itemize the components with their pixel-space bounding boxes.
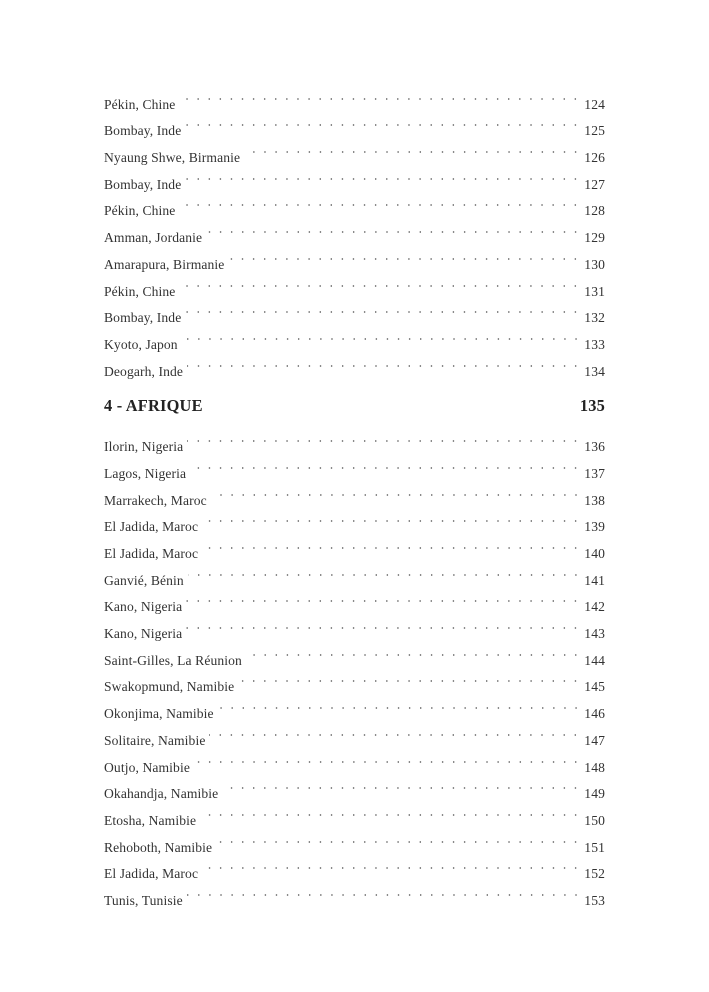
toc-entry-page-number: 147 xyxy=(584,732,605,748)
dot-leader xyxy=(187,349,581,376)
toc-entry-page-number: 128 xyxy=(584,203,605,219)
toc-entry-page-number: 140 xyxy=(584,546,605,561)
dot-leader xyxy=(186,585,581,612)
dot-leader xyxy=(209,718,581,745)
section-heading[interactable] xyxy=(104,395,605,417)
dot-leader xyxy=(228,242,581,269)
toc-entry-label: Kano, Nigeria xyxy=(104,599,183,615)
toc-entry-label: Pékin, Chine xyxy=(104,96,176,112)
toc-entry-label: Pékin, Chine xyxy=(104,283,176,299)
toc-entry-page-number: 153 xyxy=(584,892,605,908)
dot-leader xyxy=(187,878,582,905)
dot-leader xyxy=(179,189,581,216)
toc-list-asia xyxy=(104,82,605,379)
toc-entry-label: Okahandja, Namibie xyxy=(104,786,219,802)
toc-entry-page-number: 143 xyxy=(584,626,605,642)
dot-leader xyxy=(244,135,581,162)
dot-leader xyxy=(187,425,581,452)
dot-leader xyxy=(246,638,581,665)
toc-entry-page-number: 137 xyxy=(584,465,605,481)
dot-leader xyxy=(194,745,581,772)
toc-entry-page-number: 131 xyxy=(584,283,605,299)
toc-entry-page-number: 129 xyxy=(584,230,605,246)
toc-entry-page-number: 124 xyxy=(584,96,605,112)
toc-entry-label: Marrakech, Maroc xyxy=(104,492,207,508)
toc-entry-label: Kano, Nigeria xyxy=(104,626,183,642)
toc-entry-label: Bombay, Inde xyxy=(104,123,182,139)
dot-leader xyxy=(188,558,581,585)
toc-entry-label: Outjo, Namibie xyxy=(104,759,190,775)
toc-entry-label: Okonjima, Namibie xyxy=(104,706,214,722)
toc-entry-label: Solitaire, Namibie xyxy=(104,732,206,748)
toc-entry-label: Ilorin, Nigeria xyxy=(104,439,184,455)
toc-entry[interactable] xyxy=(104,189,605,219)
toc-entry-page-number: 152 xyxy=(584,866,605,882)
dot-leader xyxy=(202,531,581,558)
toc-entry-page-number: 145 xyxy=(584,679,605,695)
table-of-contents xyxy=(104,82,605,908)
toc-entry-label: Ganvié, Bénin xyxy=(104,572,184,588)
toc-entry[interactable] xyxy=(104,425,605,455)
dot-leader xyxy=(211,478,582,505)
toc-entry-label: Swakopmund, Namibie xyxy=(104,679,235,695)
dot-leader xyxy=(216,825,581,852)
toc-entry-page-number: 144 xyxy=(584,652,605,668)
toc-entry[interactable] xyxy=(104,269,605,299)
toc-entry-label: Amarapura, Birmanie xyxy=(104,256,225,272)
toc-entry-page-number: 151 xyxy=(584,839,605,855)
dot-leader xyxy=(185,162,581,189)
toc-entry-label: Bombay, Inde xyxy=(104,310,182,326)
toc-entry-page-number: 148 xyxy=(584,759,605,775)
dot-leader xyxy=(200,798,581,825)
dot-leader xyxy=(202,505,581,532)
dot-leader xyxy=(238,665,581,692)
toc-entry-page-number: 132 xyxy=(584,310,605,326)
toc-entry-page-number: 146 xyxy=(584,706,605,722)
dot-leader xyxy=(206,215,581,242)
toc-entry-page-number: 139 xyxy=(584,519,605,535)
toc-entry-label: Bombay, Inde xyxy=(104,176,182,192)
toc-entry-label: Deogarh, Inde xyxy=(104,363,184,379)
toc-entry-label: Nyaung Shwe, Birmanie xyxy=(104,150,241,166)
toc-entry-page-number: 133 xyxy=(584,336,605,352)
dot-leader xyxy=(179,269,581,296)
toc-entry-page-number: 150 xyxy=(584,812,605,828)
toc-entry-label: Amman, Jordanie xyxy=(104,230,203,246)
toc-entry-page-number: 126 xyxy=(584,150,605,166)
dot-leader xyxy=(222,772,581,799)
toc-entry-label: El Jadida, Maroc xyxy=(104,519,199,535)
toc-entry-page-number: 134 xyxy=(584,363,605,379)
toc-entry-page-number: 127 xyxy=(584,176,605,192)
toc-entry-label: El Jadida, Maroc xyxy=(104,546,199,561)
toc-entry-page-number: 149 xyxy=(584,786,605,802)
dot-leader xyxy=(182,322,582,349)
toc-entry[interactable] xyxy=(104,82,605,112)
toc-list-africa xyxy=(104,425,605,908)
toc-entry-label: Rehoboth, Namibie xyxy=(104,839,213,855)
section-title: 4 - AFRIQUE xyxy=(104,395,203,415)
toc-entry-page-number: 136 xyxy=(584,439,605,455)
toc-entry-page-number: 138 xyxy=(584,492,605,508)
dot-leader xyxy=(185,296,581,323)
dot-leader xyxy=(190,451,581,478)
dot-leader xyxy=(218,691,582,718)
toc-entry-label: El Jadida, Maroc xyxy=(104,866,199,882)
dot-leader xyxy=(179,82,581,109)
section-page-number: 135 xyxy=(579,395,605,415)
toc-entry-label: Tunis, Tunisie xyxy=(104,892,183,908)
toc-entry-page-number: 130 xyxy=(584,256,605,272)
toc-entry-page-number: 142 xyxy=(584,599,605,615)
toc-entry-label: Kyoto, Japon xyxy=(104,336,178,352)
toc-entry-label: Etosha, Namibie xyxy=(104,812,197,828)
toc-entry-page-number: 125 xyxy=(584,123,605,139)
dot-leader xyxy=(202,852,581,879)
toc-entry-label: Lagos, Nigeria xyxy=(104,465,187,481)
dot-leader xyxy=(185,109,581,136)
toc-entry-label: Pékin, Chine xyxy=(104,203,176,219)
toc-entry-page-number: 141 xyxy=(584,572,605,588)
toc-entry-label: Saint-Gilles, La Réunion xyxy=(104,652,242,668)
dot-leader xyxy=(186,611,581,638)
